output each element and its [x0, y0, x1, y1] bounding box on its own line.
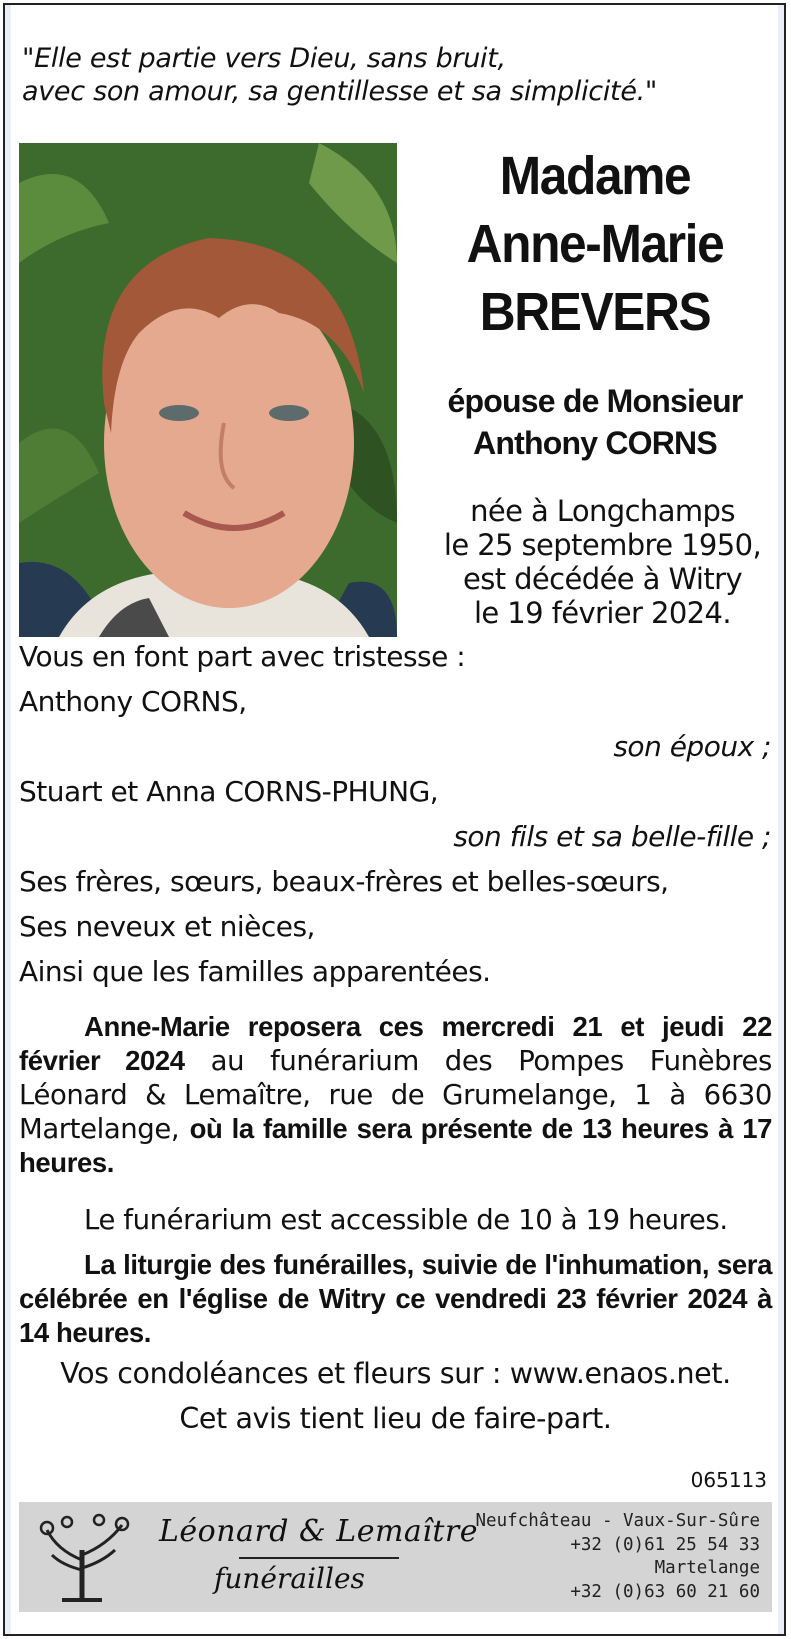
- logo-divider: [239, 1557, 399, 1559]
- spouse-line-2: Anthony CORNS: [473, 425, 717, 461]
- contact-block: [476, 1510, 760, 1604]
- family-children-role: son fils et sa belle-fille ;: [453, 820, 771, 853]
- notice-line: Cet avis tient lieu de faire-part.: [179, 1402, 612, 1435]
- deceased-last-name: BREVERS: [479, 282, 711, 342]
- death-date: le 19 février 2024.: [473, 596, 732, 630]
- family-relatives: Ainsi que les familles apparentées.: [19, 955, 491, 988]
- portrait-illustration: [19, 143, 397, 637]
- deceased-name-block: [415, 142, 775, 346]
- location-2: Martelange: [654, 1558, 760, 1578]
- quote-line-2: avec son amour, sa gentillesse et sa simplicité.": [22, 76, 658, 107]
- birth-place: née à Longchamps: [470, 494, 735, 528]
- family-nephews: Ses neveux et nièces,: [19, 910, 315, 943]
- visitation-paragraph: [19, 1010, 772, 1180]
- quote-line-1: "Elle est partie vers Dieu, sans bruit,: [22, 43, 506, 74]
- dates-block: [430, 494, 775, 630]
- liturgy-text: La liturgie des funérailles, suivie de l'inhumation, sera célébrée en l'église de Witry ce vendredi 23 février 2024 à 14 heures.: [19, 1249, 772, 1348]
- company-name: Léonard & Lemaître: [159, 1514, 479, 1549]
- visitation-family-hours: où la famille sera présente de 13 heures à 17 heures.: [19, 1113, 772, 1178]
- birth-date: le 25 septembre 1950,: [443, 528, 762, 562]
- visitation-location: au funérarium des Pompes Funèbres Léonard & Lemaître, rue de Grumelange, 1 à 6630 Martelange,: [19, 1045, 772, 1145]
- funerarium-hours: Le funérarium est accessible de 10 à 19 heures.: [84, 1204, 728, 1236]
- left-border-band: [5, 5, 11, 1634]
- spouse-block: [415, 380, 775, 464]
- deceased-title: Madame: [499, 146, 691, 206]
- company-subtitle: funérailles: [214, 1562, 365, 1595]
- visitation-dates: Anne-Marie reposera ces mercredi 21 et jeudi 22 février 2024: [19, 1011, 772, 1076]
- location-1: Neufchâteau - Vaux-Sur-Sûre: [475, 1511, 760, 1531]
- family-intro: Vous en font part avec tristesse :: [19, 640, 466, 673]
- right-border-band: [778, 5, 784, 1634]
- phone-1: +32 (0)61 25 54 33: [570, 1534, 760, 1555]
- funeral-home-footer: [19, 1502, 772, 1612]
- family-spouse-role: son époux ;: [613, 730, 771, 763]
- liturgy-paragraph: [19, 1248, 772, 1350]
- phone-2: +32 (0)63 60 21 60: [570, 1581, 760, 1602]
- spouse-line-1: épouse de Monsieur: [447, 383, 743, 419]
- condolences-line: Vos condoléances et fleurs sur : www.enaos.net.: [60, 1357, 731, 1390]
- family-children-names: Stuart et Anna CORNS-PHUNG,: [19, 775, 439, 808]
- family-spouse-name: Anthony CORNS,: [19, 685, 247, 718]
- epitaph-quote: [22, 42, 762, 108]
- tree-logo-icon: [27, 1510, 142, 1606]
- family-siblings: Ses frères, sœurs, beaux-frères et belles-sœurs,: [19, 865, 669, 898]
- reference-number: 065113: [690, 1468, 767, 1492]
- death-place: est décédée à Witry: [462, 562, 743, 596]
- portrait-photo: [19, 143, 397, 637]
- deceased-first-name: Anne-Marie: [466, 214, 724, 274]
